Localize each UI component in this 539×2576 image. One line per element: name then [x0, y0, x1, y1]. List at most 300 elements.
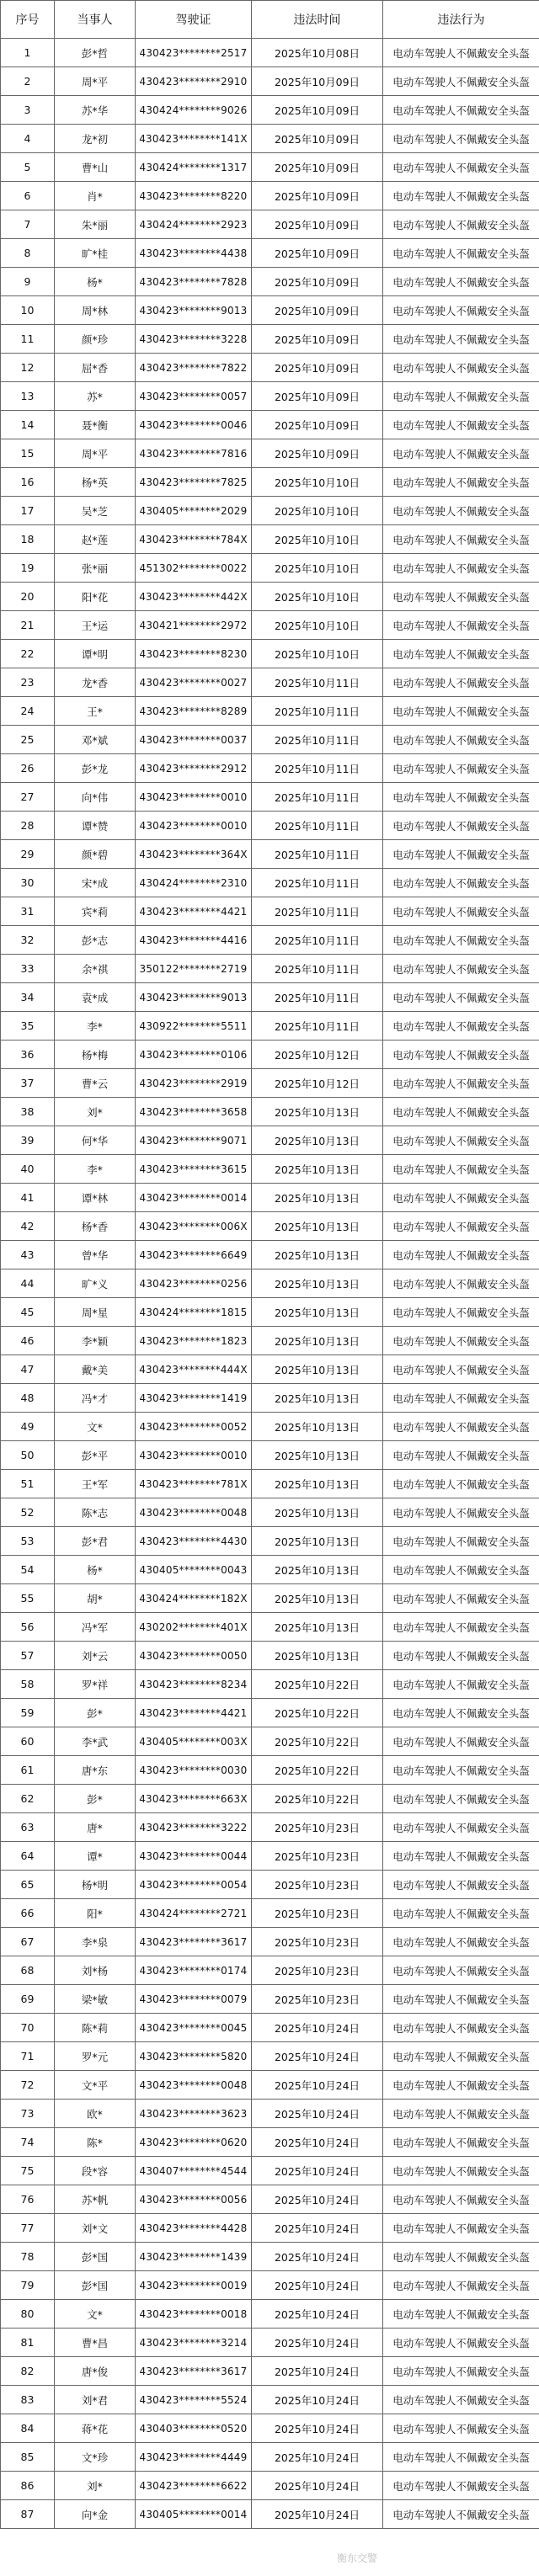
cell-seq: 58	[1, 1670, 55, 1699]
table-row	[1, 1871, 539, 1899]
cell-time: 2025年10月24日	[252, 2100, 383, 2128]
cell-time: 2025年10月23日	[252, 1956, 383, 1985]
cell-party: 周*平	[55, 67, 136, 96]
cell-seq: 84	[1, 2414, 55, 2443]
cell-violation: 电动车驾驶人不佩戴安全头盔	[383, 1871, 539, 1899]
cell-license: 430424********2923	[136, 210, 252, 239]
cell-license: 430405********0043	[136, 1556, 252, 1584]
cell-violation: 电动车驾驶人不佩戴安全头盔	[383, 2443, 539, 2472]
cell-seq: 64	[1, 1842, 55, 1871]
cell-license: 430423********4416	[136, 926, 252, 955]
cell-party: 唐*	[55, 1813, 136, 1842]
cell-party: 杨*	[55, 1556, 136, 1584]
cell-time: 2025年10月13日	[252, 1184, 383, 1212]
table-row	[1, 2100, 539, 2128]
cell-party: 杨*梅	[55, 1041, 136, 1069]
cell-seq: 32	[1, 926, 55, 955]
cell-party: 曹*山	[55, 153, 136, 182]
table-row	[1, 1098, 539, 1126]
table-row	[1, 2443, 539, 2472]
cell-seq: 20	[1, 583, 55, 611]
cell-license: 430423********663X	[136, 1785, 252, 1813]
cell-party: 欧*	[55, 2100, 136, 2128]
cell-time: 2025年10月13日	[252, 1212, 383, 1241]
cell-license: 430423********4430	[136, 1527, 252, 1556]
cell-party: 向*伟	[55, 783, 136, 812]
cell-license: 430424********2721	[136, 1899, 252, 1928]
cell-time: 2025年10月11日	[252, 955, 383, 983]
cell-license: 430405********2029	[136, 497, 252, 525]
table-row	[1, 268, 539, 296]
table-row	[1, 1956, 539, 1985]
cell-time: 2025年10月11日	[252, 897, 383, 926]
cell-party: 聂*衡	[55, 411, 136, 439]
cell-license: 430423********0010	[136, 812, 252, 840]
table-row	[1, 2014, 539, 2042]
table-row	[1, 1985, 539, 2014]
table-row	[1, 1041, 539, 1069]
cell-seq: 63	[1, 1813, 55, 1842]
cell-time: 2025年10月24日	[252, 2472, 383, 2500]
table-row	[1, 1785, 539, 1813]
cell-violation: 电动车驾驶人不佩戴安全头盔	[383, 2157, 539, 2185]
cell-seq: 39	[1, 1126, 55, 1155]
cell-license: 430423********781X	[136, 1470, 252, 1498]
cell-violation: 电动车驾驶人不佩戴安全头盔	[383, 1670, 539, 1699]
cell-violation: 电动车驾驶人不佩戴安全头盔	[383, 296, 539, 325]
cell-time: 2025年10月09日	[252, 182, 383, 210]
table-row	[1, 39, 539, 67]
cell-party: 曾*华	[55, 1241, 136, 1269]
cell-license: 430423********7825	[136, 468, 252, 497]
cell-license: 430423********0046	[136, 411, 252, 439]
cell-seq: 56	[1, 1613, 55, 1642]
cell-seq: 14	[1, 411, 55, 439]
table-row	[1, 1556, 539, 1584]
cell-violation: 电动车驾驶人不佩戴安全头盔	[383, 1269, 539, 1298]
cell-license: 430423********0056	[136, 2185, 252, 2214]
table-row	[1, 812, 539, 840]
cell-violation: 电动车驾驶人不佩戴安全头盔	[383, 468, 539, 497]
cell-license: 430423********3214	[136, 2329, 252, 2357]
cell-seq: 66	[1, 1899, 55, 1928]
cell-party: 彭*龙	[55, 754, 136, 783]
cell-time: 2025年10月22日	[252, 1727, 383, 1756]
table-row	[1, 1928, 539, 1956]
cell-party: 彭*国	[55, 2271, 136, 2300]
table-row	[1, 96, 539, 125]
table-row	[1, 125, 539, 153]
cell-party: 杨*英	[55, 468, 136, 497]
cell-license: 430423********4428	[136, 2214, 252, 2243]
cell-license: 430423********3617	[136, 2357, 252, 2386]
cell-violation: 电动车驾驶人不佩戴安全头盔	[383, 1298, 539, 1327]
cell-seq: 49	[1, 1413, 55, 1441]
cell-party: 屈*香	[55, 354, 136, 382]
cell-violation: 电动车驾驶人不佩戴安全头盔	[383, 783, 539, 812]
table-row	[1, 2300, 539, 2329]
cell-seq: 61	[1, 1756, 55, 1785]
cell-party: 罗*元	[55, 2042, 136, 2071]
table-row	[1, 1498, 539, 1527]
cell-time: 2025年10月09日	[252, 354, 383, 382]
cell-time: 2025年10月23日	[252, 1871, 383, 1899]
cell-license: 430423********0037	[136, 726, 252, 754]
cell-violation: 电动车驾驶人不佩戴安全头盔	[383, 1041, 539, 1069]
cell-violation: 电动车驾驶人不佩戴安全头盔	[383, 182, 539, 210]
cell-violation: 电动车驾驶人不佩戴安全头盔	[383, 1727, 539, 1756]
cell-party: 阳*	[55, 1899, 136, 1928]
cell-license: 430423********0620	[136, 2128, 252, 2157]
cell-time: 2025年10月09日	[252, 382, 383, 411]
cell-party: 文*	[55, 1413, 136, 1441]
table-row	[1, 1899, 539, 1928]
cell-license: 430424********9026	[136, 96, 252, 125]
table-row	[1, 726, 539, 754]
cell-party: 陈*志	[55, 1498, 136, 1527]
cell-party: 吴*芝	[55, 497, 136, 525]
cell-party: 袁*成	[55, 983, 136, 1012]
cell-time: 2025年10月13日	[252, 1470, 383, 1498]
cell-time: 2025年10月09日	[252, 210, 383, 239]
cell-violation: 电动车驾驶人不佩戴安全头盔	[383, 1842, 539, 1871]
cell-time: 2025年10月13日	[252, 1355, 383, 1384]
cell-time: 2025年10月13日	[252, 1498, 383, 1527]
cell-seq: 17	[1, 497, 55, 525]
cell-time: 2025年10月11日	[252, 926, 383, 955]
cell-license: 430423********9013	[136, 983, 252, 1012]
cell-time: 2025年10月13日	[252, 1327, 383, 1355]
cell-party: 刘*	[55, 1098, 136, 1126]
cell-seq: 60	[1, 1727, 55, 1756]
cell-license: 430423********7822	[136, 354, 252, 382]
table-row	[1, 182, 539, 210]
table-row	[1, 983, 539, 1012]
cell-seq: 37	[1, 1069, 55, 1098]
cell-seq: 31	[1, 897, 55, 926]
cell-violation: 电动车驾驶人不佩戴安全头盔	[383, 668, 539, 697]
table-row	[1, 1355, 539, 1384]
cell-party: 罗*祥	[55, 1670, 136, 1699]
cell-seq: 59	[1, 1699, 55, 1727]
cell-seq: 19	[1, 554, 55, 583]
table-row	[1, 1413, 539, 1441]
cell-license: 430423********4421	[136, 897, 252, 926]
cell-license: 430423********0048	[136, 1498, 252, 1527]
table-row	[1, 1327, 539, 1355]
cell-party: 陈*	[55, 2128, 136, 2157]
cell-license: 430423********0010	[136, 783, 252, 812]
cell-seq: 87	[1, 2500, 55, 2529]
cell-party: 旷*桂	[55, 239, 136, 268]
header-seq: 序号	[1, 1, 55, 39]
cell-time: 2025年10月24日	[252, 2128, 383, 2157]
cell-time: 2025年10月11日	[252, 840, 383, 869]
cell-seq: 25	[1, 726, 55, 754]
cell-license: 430423********0019	[136, 2271, 252, 2300]
cell-seq: 26	[1, 754, 55, 783]
cell-seq: 23	[1, 668, 55, 697]
cell-violation: 电动车驾驶人不佩戴安全头盔	[383, 1184, 539, 1212]
cell-violation: 电动车驾驶人不佩戴安全头盔	[383, 583, 539, 611]
cell-license: 430423********3222	[136, 1813, 252, 1842]
cell-time: 2025年10月09日	[252, 325, 383, 354]
table-row	[1, 2329, 539, 2357]
cell-seq: 9	[1, 268, 55, 296]
cell-violation: 电动车驾驶人不佩戴安全头盔	[383, 869, 539, 897]
cell-license: 430423********5820	[136, 2042, 252, 2071]
table-row	[1, 2414, 539, 2443]
table-row	[1, 583, 539, 611]
table-row	[1, 153, 539, 182]
cell-time: 2025年10月24日	[252, 2071, 383, 2100]
cell-license: 430403********0520	[136, 2414, 252, 2443]
cell-license: 430405********003X	[136, 1727, 252, 1756]
table-row	[1, 296, 539, 325]
cell-party: 谭*明	[55, 640, 136, 668]
table-row	[1, 67, 539, 96]
cell-party: 王*军	[55, 1470, 136, 1498]
cell-time: 2025年10月11日	[252, 812, 383, 840]
cell-violation: 电动车驾驶人不佩戴安全头盔	[383, 2128, 539, 2157]
cell-seq: 75	[1, 2157, 55, 2185]
table-row	[1, 210, 539, 239]
cell-seq: 68	[1, 1956, 55, 1985]
cell-party: 赵*莲	[55, 525, 136, 554]
cell-license: 430423********5524	[136, 2386, 252, 2414]
cell-party: 苏*帆	[55, 2185, 136, 2214]
cell-violation: 电动车驾驶人不佩戴安全头盔	[383, 1470, 539, 1498]
cell-party: 何*华	[55, 1126, 136, 1155]
cell-violation: 电动车驾驶人不佩戴安全头盔	[383, 268, 539, 296]
cell-violation: 电动车驾驶人不佩戴安全头盔	[383, 611, 539, 640]
cell-violation: 电动车驾驶人不佩戴安全头盔	[383, 1384, 539, 1413]
cell-license: 430423********9013	[136, 296, 252, 325]
cell-party: 龙*香	[55, 668, 136, 697]
table-row	[1, 2386, 539, 2414]
cell-seq: 24	[1, 697, 55, 726]
cell-violation: 电动车驾驶人不佩戴安全头盔	[383, 1699, 539, 1727]
cell-time: 2025年10月13日	[252, 1556, 383, 1584]
cell-party: 邓*斌	[55, 726, 136, 754]
cell-party: 曹*昌	[55, 2329, 136, 2357]
cell-violation: 电动车驾驶人不佩戴安全头盔	[383, 1498, 539, 1527]
cell-violation: 电动车驾驶人不佩戴安全头盔	[383, 2042, 539, 2071]
cell-violation: 电动车驾驶人不佩戴安全头盔	[383, 1556, 539, 1584]
table-row	[1, 1470, 539, 1498]
cell-seq: 47	[1, 1355, 55, 1384]
cell-time: 2025年10月24日	[252, 2500, 383, 2529]
cell-license: 430423********8289	[136, 697, 252, 726]
cell-license: 430202********401X	[136, 1613, 252, 1642]
cell-seq: 6	[1, 182, 55, 210]
cell-seq: 86	[1, 2472, 55, 2500]
cell-seq: 34	[1, 983, 55, 1012]
cell-time: 2025年10月10日	[252, 554, 383, 583]
cell-license: 430423********8234	[136, 1670, 252, 1699]
cell-violation: 电动车驾驶人不佩戴安全头盔	[383, 2500, 539, 2529]
cell-time: 2025年10月12日	[252, 1069, 383, 1098]
cell-seq: 48	[1, 1384, 55, 1413]
cell-party: 陈*莉	[55, 2014, 136, 2042]
cell-violation: 电动车驾驶人不佩戴安全头盔	[383, 897, 539, 926]
table-row	[1, 1527, 539, 1556]
cell-violation: 电动车驾驶人不佩戴安全头盔	[383, 1642, 539, 1670]
cell-time: 2025年10月23日	[252, 1842, 383, 1871]
cell-license: 430423********0027	[136, 668, 252, 697]
cell-violation: 电动车驾驶人不佩戴安全头盔	[383, 354, 539, 382]
cell-time: 2025年10月10日	[252, 640, 383, 668]
header-party: 当事人	[55, 1, 136, 39]
cell-license: 430423********0052	[136, 1413, 252, 1441]
cell-license: 430423********3617	[136, 1928, 252, 1956]
cell-seq: 85	[1, 2443, 55, 2472]
table-row	[1, 2472, 539, 2500]
cell-license: 430424********2310	[136, 869, 252, 897]
table-row	[1, 2243, 539, 2271]
cell-license: 430423********0106	[136, 1041, 252, 1069]
cell-party: 彭*	[55, 1699, 136, 1727]
cell-violation: 电动车驾驶人不佩戴安全头盔	[383, 525, 539, 554]
cell-time: 2025年10月24日	[252, 2042, 383, 2071]
cell-time: 2025年10月13日	[252, 1613, 383, 1642]
cell-party: 刘*杨	[55, 1956, 136, 1985]
cell-time: 2025年10月11日	[252, 668, 383, 697]
cell-seq: 51	[1, 1470, 55, 1498]
table-row	[1, 2271, 539, 2300]
table-row	[1, 2185, 539, 2214]
cell-seq: 2	[1, 67, 55, 96]
cell-seq: 57	[1, 1642, 55, 1670]
cell-license: 430424********1317	[136, 153, 252, 182]
cell-party: 彭*君	[55, 1527, 136, 1556]
table-row	[1, 897, 539, 926]
cell-party: 文*珍	[55, 2443, 136, 2472]
cell-time: 2025年10月11日	[252, 754, 383, 783]
cell-party: 龙*初	[55, 125, 136, 153]
cell-violation: 电动车驾驶人不佩戴安全头盔	[383, 439, 539, 468]
cell-party: 杨*香	[55, 1212, 136, 1241]
cell-violation: 电动车驾驶人不佩戴安全头盔	[383, 1098, 539, 1126]
cell-time: 2025年10月13日	[252, 1441, 383, 1470]
cell-seq: 65	[1, 1871, 55, 1899]
cell-violation: 电动车驾驶人不佩戴安全头盔	[383, 497, 539, 525]
cell-seq: 28	[1, 812, 55, 840]
cell-license: 430423********1419	[136, 1384, 252, 1413]
cell-violation: 电动车驾驶人不佩戴安全头盔	[383, 926, 539, 955]
cell-violation: 电动车驾驶人不佩戴安全头盔	[383, 1785, 539, 1813]
cell-violation: 电动车驾驶人不佩戴安全头盔	[383, 554, 539, 583]
table-row	[1, 1155, 539, 1184]
cell-party: 段*容	[55, 2157, 136, 2185]
table-row	[1, 554, 539, 583]
cell-violation: 电动车驾驶人不佩戴安全头盔	[383, 239, 539, 268]
cell-violation: 电动车驾驶人不佩戴安全头盔	[383, 1241, 539, 1269]
cell-time: 2025年10月11日	[252, 697, 383, 726]
cell-license: 430423********2910	[136, 67, 252, 96]
cell-seq: 10	[1, 296, 55, 325]
cell-violation: 电动车驾驶人不佩戴安全头盔	[383, 2357, 539, 2386]
cell-seq: 7	[1, 210, 55, 239]
cell-violation: 电动车驾驶人不佩戴安全头盔	[383, 96, 539, 125]
cell-license: 350122********2719	[136, 955, 252, 983]
cell-violation: 电动车驾驶人不佩戴安全头盔	[383, 39, 539, 67]
cell-violation: 电动车驾驶人不佩戴安全头盔	[383, 955, 539, 983]
cell-time: 2025年10月13日	[252, 1298, 383, 1327]
cell-license: 430423********0018	[136, 2300, 252, 2329]
cell-party: 彭*哲	[55, 39, 136, 67]
table-row	[1, 2071, 539, 2100]
cell-violation: 电动车驾驶人不佩戴安全头盔	[383, 1069, 539, 1098]
cell-license: 430423********141X	[136, 125, 252, 153]
cell-party: 文*	[55, 2300, 136, 2329]
cell-party: 彭*	[55, 1785, 136, 1813]
cell-time: 2025年10月08日	[252, 39, 383, 67]
cell-violation: 电动车驾驶人不佩戴安全头盔	[383, 2243, 539, 2271]
cell-violation: 电动车驾驶人不佩戴安全头盔	[383, 1126, 539, 1155]
cell-party: 李*	[55, 1155, 136, 1184]
cell-license: 430922********5511	[136, 1012, 252, 1041]
table-row	[1, 640, 539, 668]
cell-violation: 电动车驾驶人不佩戴安全头盔	[383, 2071, 539, 2100]
cell-time: 2025年10月11日	[252, 1012, 383, 1041]
cell-seq: 18	[1, 525, 55, 554]
cell-license: 430423********3228	[136, 325, 252, 354]
cell-violation: 电动车驾驶人不佩戴安全头盔	[383, 1899, 539, 1928]
cell-party: 张*丽	[55, 554, 136, 583]
table-row	[1, 2214, 539, 2243]
cell-party: 宋*成	[55, 869, 136, 897]
cell-seq: 76	[1, 2185, 55, 2214]
cell-violation: 电动车驾驶人不佩戴安全头盔	[383, 2329, 539, 2357]
cell-license: 430423********784X	[136, 525, 252, 554]
cell-seq: 43	[1, 1241, 55, 1269]
cell-time: 2025年10月12日	[252, 1041, 383, 1069]
cell-party: 王*运	[55, 611, 136, 640]
cell-party: 唐*俊	[55, 2357, 136, 2386]
cell-time: 2025年10月13日	[252, 1413, 383, 1441]
cell-violation: 电动车驾驶人不佩戴安全头盔	[383, 754, 539, 783]
cell-violation: 电动车驾驶人不佩戴安全头盔	[383, 2386, 539, 2414]
cell-time: 2025年10月10日	[252, 583, 383, 611]
cell-violation: 电动车驾驶人不佩戴安全头盔	[383, 2100, 539, 2128]
table-row	[1, 1584, 539, 1613]
cell-license: 430423********6622	[136, 2472, 252, 2500]
cell-seq: 83	[1, 2386, 55, 2414]
table-row	[1, 869, 539, 897]
table-body	[1, 39, 539, 2529]
cell-time: 2025年10月24日	[252, 2243, 383, 2271]
cell-time: 2025年10月22日	[252, 1756, 383, 1785]
cell-party: 李*	[55, 1012, 136, 1041]
cell-seq: 12	[1, 354, 55, 382]
table-row	[1, 1441, 539, 1470]
cell-party: 蒋*花	[55, 2414, 136, 2443]
cell-party: 谭*赞	[55, 812, 136, 840]
cell-time: 2025年10月24日	[252, 2214, 383, 2243]
cell-license: 430423********7816	[136, 439, 252, 468]
cell-license: 430423********0044	[136, 1842, 252, 1871]
cell-time: 2025年10月10日	[252, 525, 383, 554]
watermark-text: 衡东交警	[337, 2552, 378, 2564]
table-row	[1, 1670, 539, 1699]
cell-violation: 电动车驾驶人不佩戴安全头盔	[383, 1413, 539, 1441]
cell-time: 2025年10月22日	[252, 1785, 383, 1813]
cell-license: 430423********3623	[136, 2100, 252, 2128]
cell-party: 周*林	[55, 296, 136, 325]
cell-violation: 电动车驾驶人不佩戴安全头盔	[383, 1212, 539, 1241]
cell-seq: 38	[1, 1098, 55, 1126]
